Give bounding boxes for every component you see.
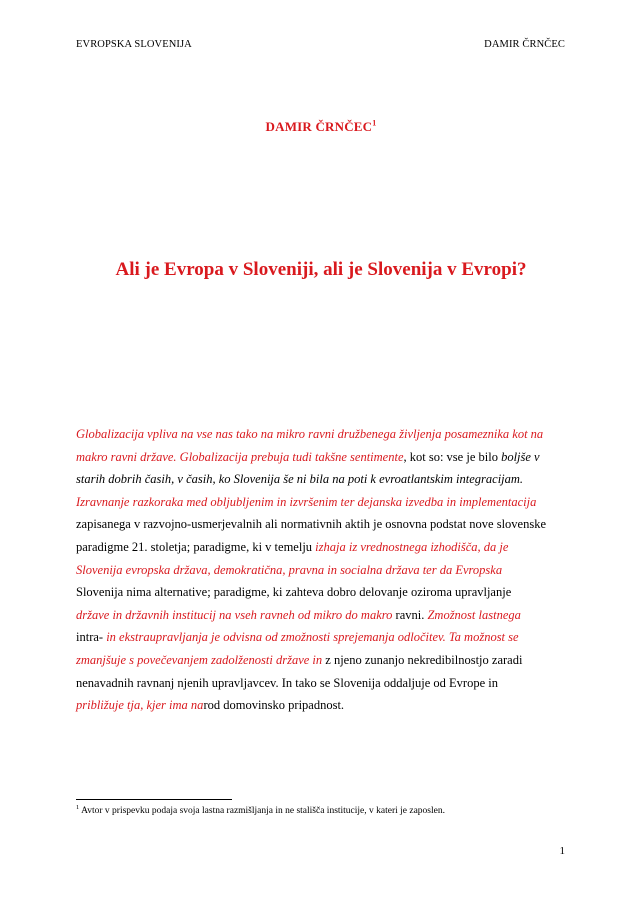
body-line <box>76 626 576 649</box>
footnote <box>76 803 445 816</box>
body-text-run: intra- <box>76 630 107 645</box>
footnote-text: Avtor v prispevku podaja svoja lastna razmišljanja in ne stališča institucije, v kateri je zaposlen. <box>79 806 445 816</box>
body-text-run: Slovenija nima alternative; paradigme, ki zahteva dobro delovanje oziroma upravljanje <box>76 585 512 600</box>
body-text-run: rod domovinsko pripadnost. <box>203 698 345 713</box>
author-name-text: DAMIR ČRNČEC <box>265 119 373 134</box>
body-text-run: države in državnih institucij na vseh ravneh od mikro do makro <box>76 607 396 622</box>
body-paragraph <box>76 423 576 717</box>
body-line <box>76 423 576 446</box>
footnote-separator <box>76 799 232 800</box>
body-text-run: starih dobrih časih, v časih, ko Slovenija še ni bila na poti k evroatlantskim integracijam. <box>76 472 524 487</box>
body-line <box>76 604 576 627</box>
body-text-run: makro ravni države. Globalizacija prebuja tudi takšne sentimente <box>76 449 404 464</box>
body-line <box>76 491 576 514</box>
body-line <box>76 559 576 582</box>
body-line <box>76 694 576 717</box>
body-text-run: boljše v <box>501 449 540 464</box>
body-text-run: izhaja iz vrednostnega izhodišča, da je <box>315 539 509 554</box>
body-text-run: Globalizacija vpliva na vse nas tako na mikro ravni družbenega življenja posameznika kot na <box>76 427 544 441</box>
page-title: Ali je Evropa v Sloveniji, ali je Slovenija v Evropi? <box>115 259 527 280</box>
body-text-run: Izravnanje razkoraka med obljubljenim in izvršenim ter dejanska izvedba in implementacija <box>76 494 537 509</box>
body-text-run: Slovenija evropska država, demokratična, pravna in socialna država ter da Evropska <box>76 562 503 577</box>
author-footnote-mark: 1 <box>372 118 377 128</box>
body-text-run: , kot so: vse je bilo <box>403 449 502 464</box>
body-line <box>76 446 576 469</box>
body-line <box>76 649 576 672</box>
body-line <box>76 513 576 536</box>
body-line <box>76 581 576 604</box>
running-header-left: EVROPSKA SLOVENIJA <box>76 39 192 50</box>
footnote-mark: 1 <box>76 803 80 811</box>
body-text-run: zmanjšuje s povečevanjem zadolženosti države in <box>76 652 326 667</box>
body-text-run: z njeno zunanjo nekredibilnostjo zaradi <box>325 652 523 667</box>
body-line <box>76 536 576 559</box>
body-text-run: zapisanega v razvojno-usmerjevalnih ali normativnih aktih je osnovna podstat nove slovenske <box>76 517 547 532</box>
body-text-run: približuje tja, kjer ima na <box>76 698 204 713</box>
author-name <box>0 119 642 135</box>
body-text-run: Zmožnost lastnega <box>427 607 521 622</box>
body-text-run: paradigme 21. stoletja; paradigme, ki v temelju <box>76 539 316 554</box>
page-number: 1 <box>559 845 565 857</box>
body-line <box>76 672 576 695</box>
body-text-run: ravni. <box>395 607 428 622</box>
body-text-run: nenavadnih ravnanj njenih upravljavcev. In tako se Slovenija oddaljuje od Evrope in <box>76 675 498 690</box>
body-line <box>76 468 576 491</box>
body-text-run: in ekstraupravljanja je odvisna od zmožnosti sprejemanja odločitev. Ta možnost se <box>106 630 519 645</box>
running-header-right: DAMIR ČRNČEC <box>484 39 565 50</box>
